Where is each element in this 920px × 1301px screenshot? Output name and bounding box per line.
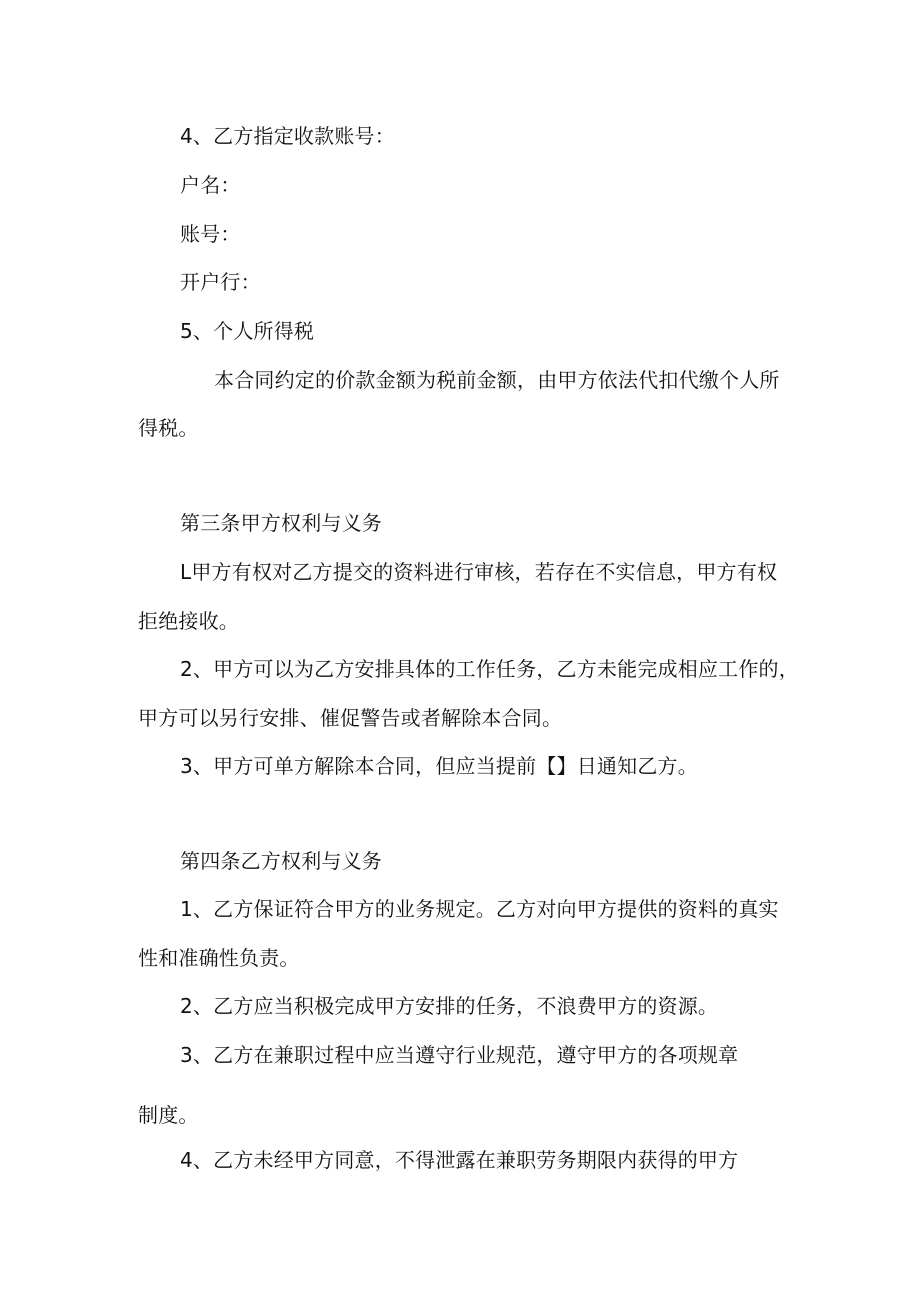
article4-title: 第四条乙方权利与义务: [180, 849, 382, 873]
article3-item3: 3、甲方可单方解除本合同，但应当提前【】日通知乙方。: [180, 754, 698, 778]
article4-item1-line1: 1、乙方保证符合甲方的业务规定。乙方对向甲方提供的资料的真实: [180, 897, 779, 921]
item4-account-heading: 4、乙方指定收款账号：: [180, 124, 395, 148]
article4-item2: 2、乙方应当积极完成甲方安排的任务，不浪费甲方的资源。: [180, 994, 719, 1018]
article3-item1-line2: 拒绝接收。: [138, 609, 239, 633]
tax-paragraph-line1: 本合同约定的价款金额为税前金额，由甲方依法代扣代缴个人所: [214, 368, 780, 392]
article3-item2-line2: 甲方可以另行安排、催促警告或者解除本合同。: [138, 706, 563, 730]
bank-label: 开户行：: [180, 270, 261, 294]
article4-item1-line2: 性和准确性负责。: [138, 946, 300, 970]
article3-title: 第三条甲方权利与义务: [180, 511, 382, 535]
article3-item2-line1: 2、甲方可以为乙方安排具体的工作任务，乙方未能完成相应工作的，: [180, 657, 799, 681]
item5-tax-heading: 5、个人所得税: [180, 319, 315, 343]
article4-item3-line1: 3、乙方在兼职过程中应当遵守行业规范，遵守甲方的各项规章: [180, 1043, 739, 1067]
account-number-label: 账号：: [180, 222, 241, 246]
account-name-label: 户名：: [180, 173, 241, 197]
article4-item4-line1: 4、乙方未经甲方同意，不得泄露在兼职劳务期限内获得的甲方: [180, 1148, 739, 1172]
article4-item3-line2: 制度。: [138, 1103, 199, 1127]
tax-paragraph-line2: 得税。: [138, 416, 199, 440]
article3-item1-line1: L甲方有权对乙方提交的资料进行审核，若存在不实信息，甲方有权: [180, 560, 778, 584]
